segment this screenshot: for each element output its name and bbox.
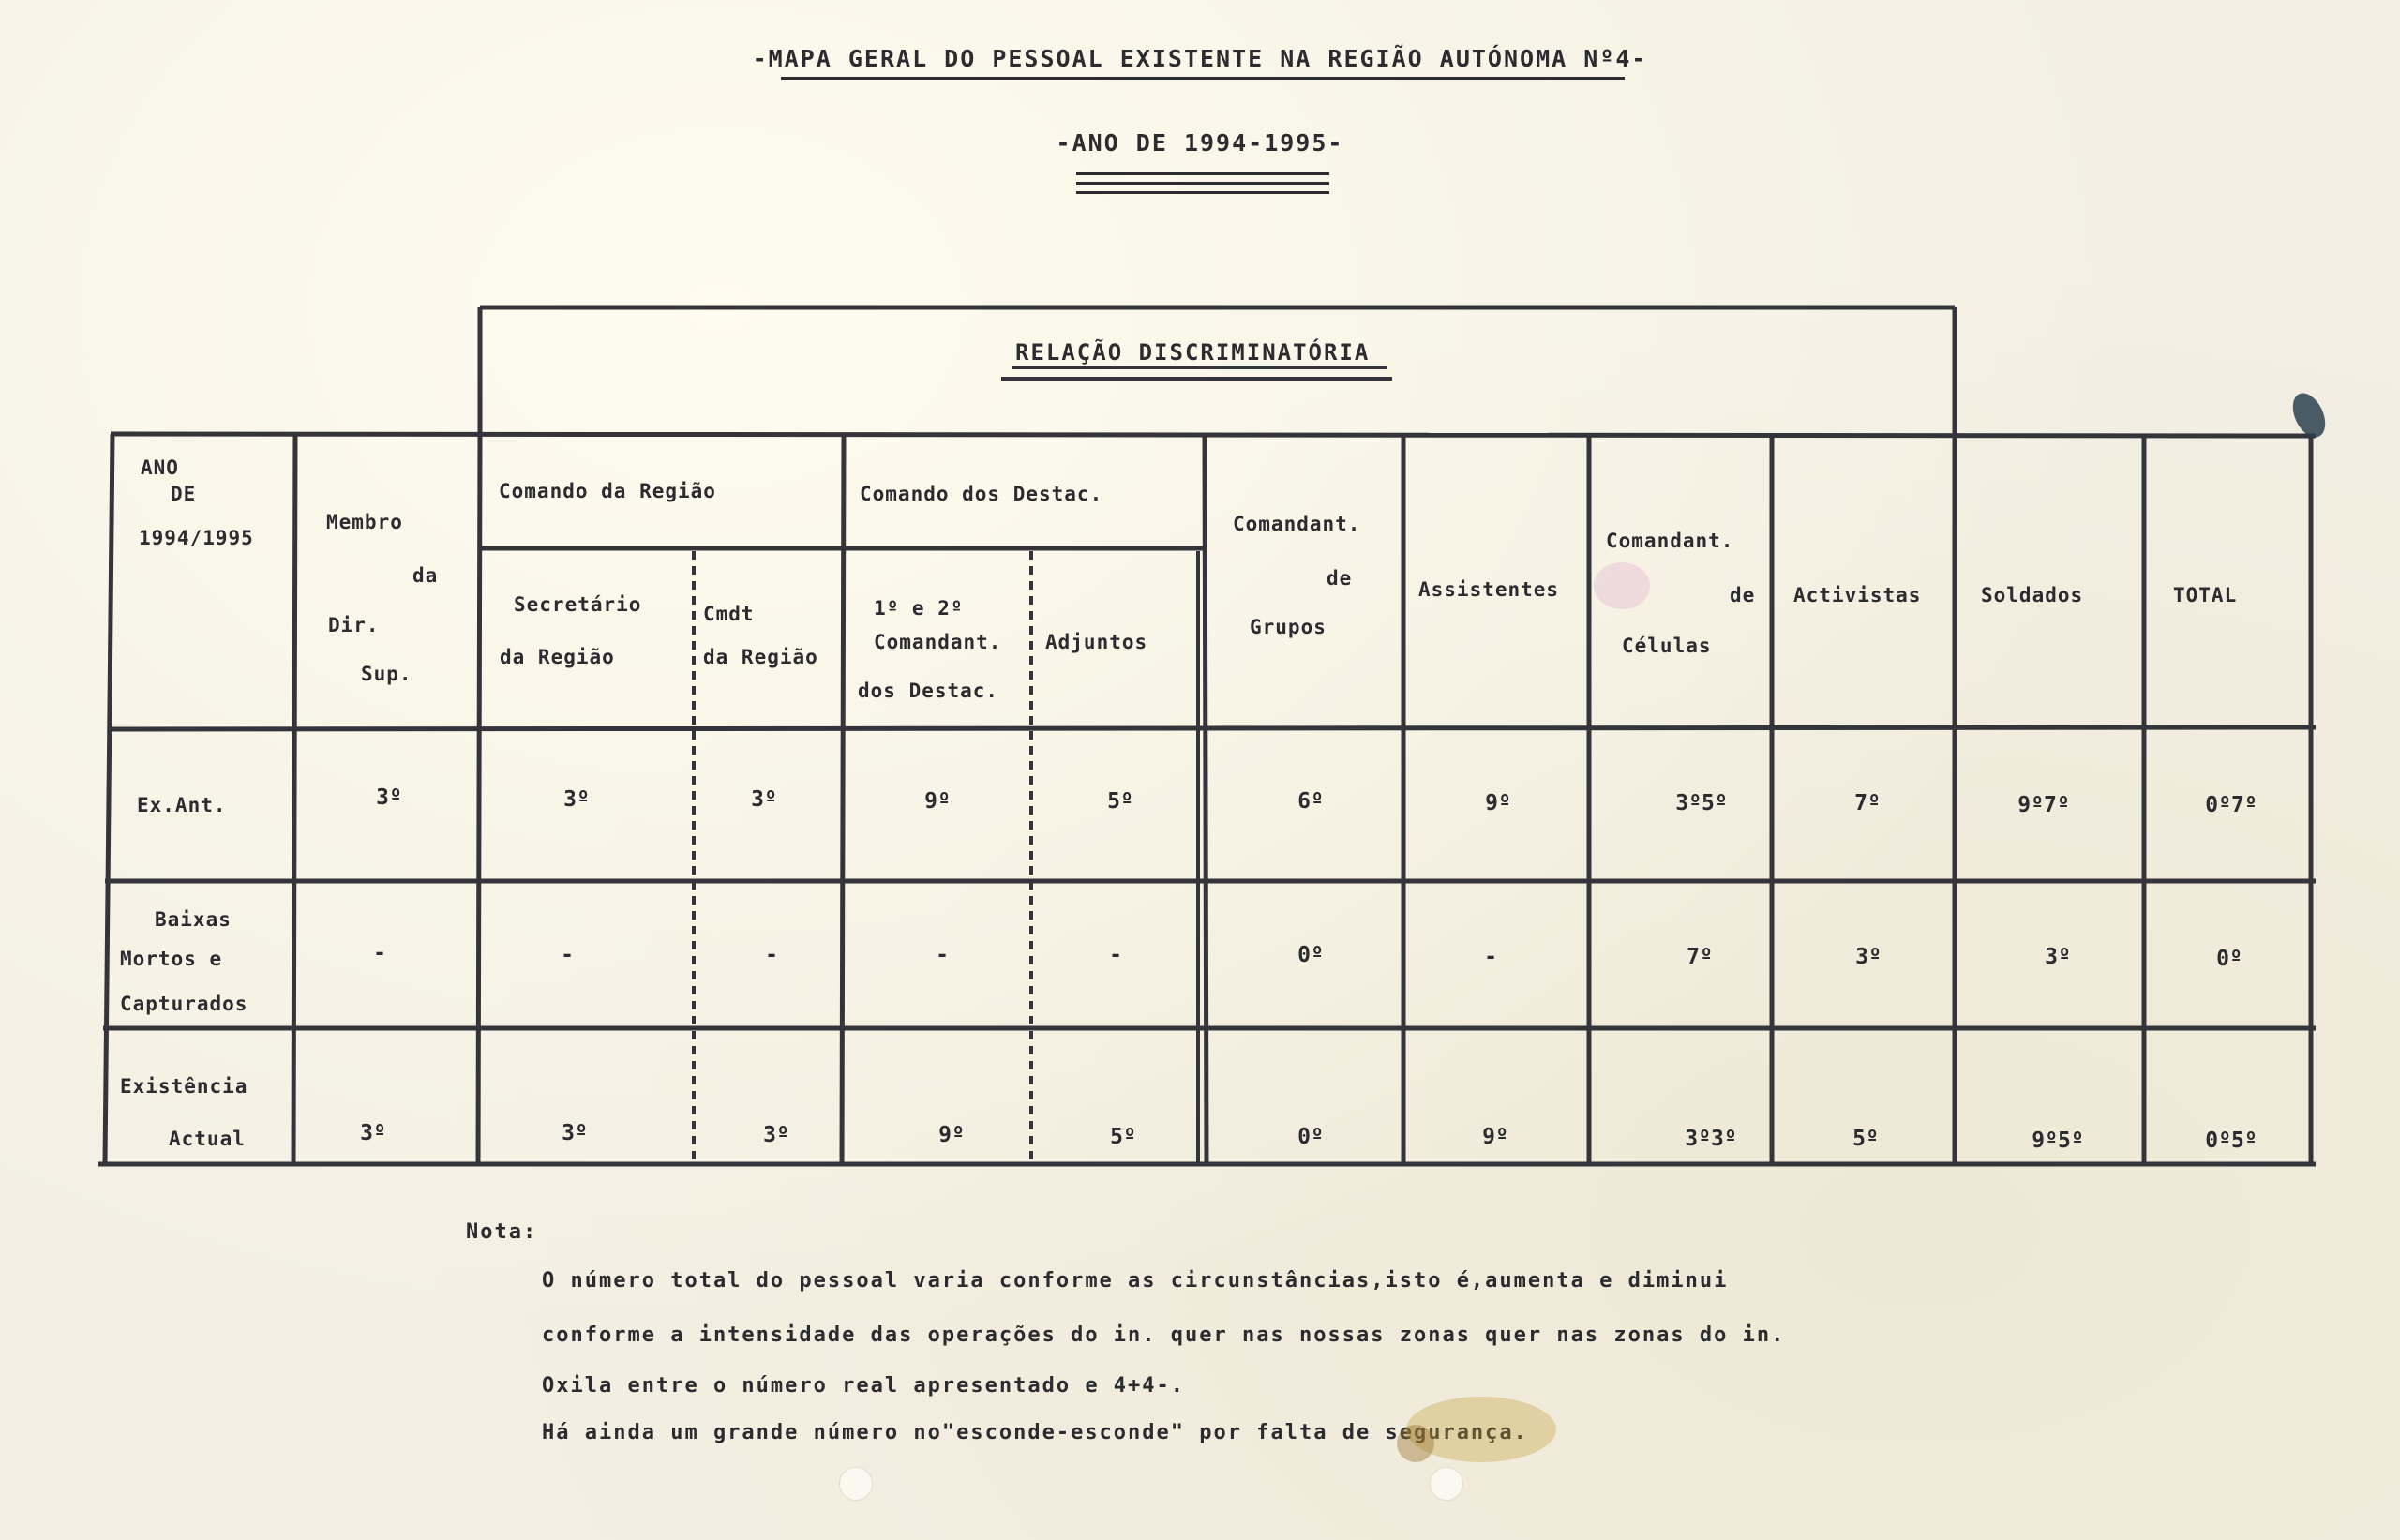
cell-baixas-secretario: - (561, 943, 574, 967)
cell-baixas-total: 0º (2216, 947, 2242, 971)
header-membro-4: Sup. (361, 663, 412, 685)
cell-existencia-comandant-celulas: 3º3º (1685, 1127, 1737, 1151)
row-label-existencia-2: Actual (169, 1128, 246, 1150)
row-label-baixas-1: Baixas (155, 908, 232, 931)
cell-existencia-soldados: 9º5º (2032, 1129, 2084, 1153)
header-membro-1: Membro (326, 511, 403, 533)
cell-baixas-1-2-comandant: - (936, 943, 949, 967)
cell-baixas-comandant-celulas: 7º (1687, 945, 1713, 969)
cell-exant-activistas: 7º (1854, 791, 1881, 815)
note-line-2: conforme a intensidade das operações do in. quer nas nossas zonas quer nas zonas do in. (542, 1323, 1786, 1347)
cell-exant-cmdt: 3º (751, 787, 777, 812)
section-title: RELAÇÃO DISCRIMINATÓRIA (1015, 339, 1371, 366)
cell-baixas-activistas: 3º (1855, 945, 1882, 969)
cell-existencia-cmdt: 3º (763, 1123, 789, 1147)
cell-baixas-soldados: 3º (2045, 945, 2071, 969)
cell-existencia-total: 0º5º (2205, 1129, 2258, 1153)
note-label: Nota: (466, 1220, 538, 1244)
row-label-ex-ant: Ex.Ant. (137, 794, 227, 816)
cell-baixas-comandant-grupos: 0º (1298, 943, 1324, 967)
group-header-comando-destac: Comando dos Destac. (860, 483, 1103, 505)
cell-existencia-comandant-grupos: 0º (1298, 1125, 1324, 1149)
cell-baixas-adjuntos: - (1109, 943, 1122, 967)
header-activistas: Activistas (1793, 584, 1922, 606)
row-label-existencia-1: Existência (120, 1075, 248, 1098)
cell-exant-comandant-grupos: 6º (1298, 789, 1324, 814)
header-total: TOTAL (2173, 584, 2238, 606)
subtitle-underline-1 (1076, 172, 1329, 175)
cell-exant-assistentes: 9º (1485, 791, 1511, 815)
header-comandant-celulas-2: de (1730, 584, 1756, 606)
header-secretario-2: da Região (500, 646, 615, 668)
note-line-3: Oxila entre o número real apresentado e 4+4-. (542, 1374, 1186, 1398)
subtitle-underline-2 (1076, 182, 1329, 185)
cell-exant-1-2-comandant: 9º (924, 789, 951, 814)
row-label-baixas-2: Mortos e (120, 948, 223, 970)
header-cmdt-2: da Região (703, 646, 818, 668)
cell-exant-soldados: 9º7º (2018, 793, 2070, 817)
header-comandant-celulas-3: Células (1622, 635, 1712, 657)
header-comandant-grupos-1: Comandant. (1233, 513, 1361, 535)
cell-exant-membro: 3º (376, 785, 402, 810)
cell-baixas-assistentes: - (1484, 945, 1497, 969)
note-line-1: O número total do pessoal varia conforme as circunstâncias,isto é,aumenta e diminui (542, 1269, 1729, 1293)
header-comandant-celulas-1: Comandant. (1606, 530, 1734, 552)
title-underline (781, 77, 1625, 80)
header-1-2-comandant-2: Comandant. (874, 631, 1002, 653)
punch-hole-left (839, 1467, 873, 1501)
cell-existencia-membro: 3º (360, 1121, 386, 1145)
coffee-stain-small (1397, 1425, 1434, 1462)
subtitle-underline-3 (1076, 191, 1329, 194)
cell-existencia-activistas: 5º (1852, 1127, 1879, 1151)
header-membro-2: da (412, 564, 439, 587)
header-soldados: Soldados (1981, 584, 2084, 606)
cell-baixas-cmdt: - (765, 943, 778, 967)
cell-existencia-secretario: 3º (562, 1121, 588, 1145)
document-title: -MAPA GERAL DO PESSOAL EXISTENTE NA REGIÃO AUTÓNOMA Nº4- (752, 45, 1648, 72)
punch-hole-right (1430, 1467, 1463, 1501)
document-subtitle: -ANO DE 1994-1995- (1056, 129, 1344, 157)
cell-baixas-membro: - (373, 941, 386, 965)
header-membro-3: Dir. (328, 614, 380, 636)
header-secretario-1: Secretário (514, 593, 642, 616)
header-adjuntos: Adjuntos (1045, 631, 1148, 653)
cell-exant-adjuntos: 5º (1107, 789, 1133, 814)
corner-header-de: DE (171, 483, 197, 505)
corner-header-ano: ANO (141, 456, 179, 479)
cell-existencia-assistentes: 9º (1482, 1125, 1508, 1149)
header-1-2-comandant-1: 1º e 2º (874, 597, 964, 620)
cell-existencia-adjuntos: 5º (1110, 1125, 1136, 1149)
header-comandant-grupos-3: Grupos (1250, 616, 1327, 638)
pink-stain (1594, 562, 1650, 609)
row-label-baixas-3: Capturados (120, 993, 248, 1015)
group-header-comando-regiao: Comando da Região (499, 480, 716, 502)
header-1-2-comandant-3: dos Destac. (858, 680, 999, 702)
header-comandant-grupos-2: de (1327, 567, 1353, 590)
note-line-4: Há ainda um grande número no"esconde-esconde" por falta de segurança. (542, 1421, 1528, 1444)
header-assistentes: Assistentes (1418, 578, 1560, 601)
corner-header-year: 1994/1995 (139, 527, 254, 549)
header-cmdt-1: Cmdt (703, 603, 755, 625)
cell-exant-secretario: 3º (563, 787, 590, 812)
cell-existencia-1-2-comandant: 9º (938, 1123, 965, 1147)
cell-exant-comandant-celulas: 3º5º (1675, 791, 1728, 815)
cell-exant-total: 0º7º (2205, 793, 2258, 817)
